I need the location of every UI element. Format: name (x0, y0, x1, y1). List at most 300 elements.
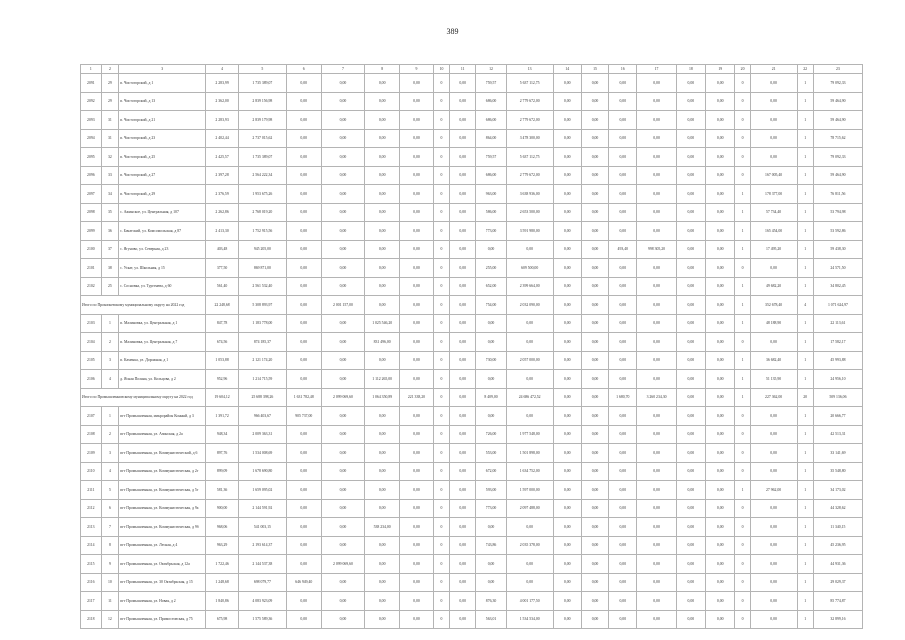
table-cell: 0,00 (321, 333, 365, 352)
table-cell: 0,00 (581, 92, 608, 111)
table-cell: 899,09 (206, 462, 239, 481)
table-row (81, 370, 863, 389)
table-cell: 2 779 672,00 (506, 92, 553, 111)
total-row (81, 388, 863, 407)
table-cell: 0,00 (365, 74, 400, 93)
table-cell: 0,00 (750, 333, 797, 352)
table-row (81, 203, 863, 222)
table-cell: 773,00 (476, 222, 506, 241)
table-row (81, 185, 863, 204)
table-cell: 509 136,06 (813, 388, 862, 407)
table-cell: 1 953 675,26 (238, 185, 286, 204)
table-cell: 686,00 (476, 92, 506, 111)
table-cell: 0,00 (553, 222, 581, 241)
table-cell: 0,00 (581, 203, 608, 222)
table-cell: 0,00 (706, 370, 735, 389)
table-cell: 0,00 (637, 573, 676, 592)
table-cell: 0,00 (637, 407, 676, 426)
table-cell: 646 949,40 (286, 573, 321, 592)
table-cell: 0 (433, 370, 449, 389)
table-cell: 0,00 (450, 610, 476, 629)
table-cell: 0,00 (450, 351, 476, 370)
table-cell: 0,00 (286, 277, 321, 296)
table-cell: 0,00 (609, 351, 637, 370)
table-cell: 698 079,77 (238, 573, 286, 592)
address-cell: п. Малиновка, ул. Центральная, д 7 (119, 333, 206, 352)
table-cell: 0,00 (706, 333, 735, 352)
table-cell: 0,00 (750, 573, 797, 592)
table-cell: 1 (101, 407, 118, 426)
table-cell: 0,00 (706, 592, 735, 611)
table-cell: 0,00 (553, 481, 581, 500)
table-cell: 0,00 (553, 240, 581, 259)
table-cell: 966 403,67 (238, 407, 286, 426)
table-cell: 0,00 (450, 185, 476, 204)
table-cell: 0,00 (609, 481, 637, 500)
table-row (81, 610, 863, 629)
table-cell: 32 899,16 (813, 610, 862, 629)
table-cell: 0,00 (476, 518, 506, 537)
table-cell: 0,00 (676, 92, 705, 111)
table-cell: 0 (735, 462, 750, 481)
table-cell: 0,00 (676, 296, 705, 315)
table-cell: 0 (433, 129, 449, 148)
table-cell: 0,00 (400, 425, 434, 444)
total-label: Итого по Промышленновскому муниципальному округу на 2022 год (81, 388, 206, 407)
table-cell: 45 236,95 (813, 536, 862, 555)
table-cell: 2109 (81, 444, 102, 463)
table-cell: 38 (101, 259, 118, 278)
table-cell: 0,00 (476, 370, 506, 389)
table-cell: 0,00 (450, 462, 476, 481)
table-cell: 0,00 (286, 462, 321, 481)
table-cell: 3 (101, 444, 118, 463)
table-cell: 2 (101, 425, 118, 444)
table-cell: 0,00 (609, 555, 637, 574)
table-cell: 0,00 (637, 555, 676, 574)
table-cell: 864,00 (476, 129, 506, 148)
table-cell: 17 495,20 (750, 240, 797, 259)
table-cell: 0 (735, 259, 750, 278)
table-cell: 1 (797, 610, 813, 629)
table-cell: 35 (101, 203, 118, 222)
column-number: 16 (609, 65, 637, 74)
table-cell: 0,00 (450, 222, 476, 241)
table-cell: 0,00 (506, 333, 553, 352)
table-cell: 0,00 (476, 314, 506, 333)
table-cell: 48 188,90 (750, 314, 797, 333)
table-cell: 2 099 069,60 (321, 388, 365, 407)
table-cell: 0,00 (676, 499, 705, 518)
table-cell: 1 248,68 (206, 573, 239, 592)
table-cell: 0,00 (321, 222, 365, 241)
table-row (81, 277, 863, 296)
address-cell: пгт Промышленная, ул. 30 Октябрьская, д 15 (119, 573, 206, 592)
table-cell: 1 064 350,89 (365, 388, 400, 407)
table-cell: 1 (797, 407, 813, 426)
table-cell: 0,00 (400, 240, 434, 259)
table-cell: 0,00 (321, 499, 365, 518)
table-cell: 0,00 (706, 240, 735, 259)
table-cell: 0 (735, 425, 750, 444)
table-cell: 79 092,33 (813, 148, 862, 167)
table-cell: 2 057 000,00 (506, 351, 553, 370)
column-number: 8 (365, 65, 400, 74)
table-cell: 1 735 389,07 (238, 74, 286, 93)
table-cell: 0,00 (321, 92, 365, 111)
table-cell: 4 (101, 370, 118, 389)
table-cell: 0,00 (321, 462, 365, 481)
table-cell: 897,76 (206, 444, 239, 463)
table-cell: 0,00 (400, 518, 434, 537)
table-cell: 0 (433, 462, 449, 481)
column-number: 14 (553, 65, 581, 74)
table-cell: 0,00 (400, 111, 434, 130)
table-cell: 2096 (81, 166, 102, 185)
table-cell: 0,00 (750, 111, 797, 130)
column-number: 22 (797, 65, 813, 74)
table-cell: 0,00 (450, 148, 476, 167)
table-cell: 0,00 (637, 166, 676, 185)
table-cell: 0,00 (676, 351, 705, 370)
table-cell: 0,00 (286, 481, 321, 500)
table-cell: 1 (797, 277, 813, 296)
table-row (81, 74, 863, 93)
table-cell: 759,57 (476, 74, 506, 93)
table-cell: 0,00 (450, 407, 476, 426)
table-cell: 2117 (81, 592, 102, 611)
header-row (81, 65, 863, 74)
table-cell: 0,00 (637, 203, 676, 222)
column-number: 12 (476, 65, 506, 74)
table-cell: 1 (735, 185, 750, 204)
table-cell: 2116 (81, 573, 102, 592)
table-cell: 2091 (81, 74, 102, 93)
table-cell: 0 (433, 610, 449, 629)
table-cell: 12 (101, 610, 118, 629)
address-cell: п. Каменка, ул. Дорожная, д 1 (119, 351, 206, 370)
table-row (81, 425, 863, 444)
table-cell: 759,57 (476, 148, 506, 167)
table-cell: 0 (433, 296, 449, 315)
table-cell: 0,00 (637, 370, 676, 389)
table-cell: 2106 (81, 370, 102, 389)
table-cell: 1 (797, 351, 813, 370)
table-cell: 0,00 (286, 222, 321, 241)
table-cell: 0,00 (581, 240, 608, 259)
table-cell: 2 653 500,00 (506, 203, 553, 222)
table-cell: 1 (735, 314, 750, 333)
table-cell: 0,00 (637, 333, 676, 352)
column-number: 4 (206, 65, 239, 74)
address-cell: п. Чистогорский, д 23 (119, 129, 206, 148)
table-cell: 0,00 (365, 462, 400, 481)
table-cell: 0 (735, 573, 750, 592)
address-cell: с. Сосновка, ул. Тургенева, д 60 (119, 277, 206, 296)
table-cell: 227 362,00 (750, 388, 797, 407)
table-cell: 1 977 548,00 (506, 425, 553, 444)
table-cell: 1 (735, 481, 750, 500)
table-row (81, 166, 863, 185)
table-cell: 541 003,15 (238, 518, 286, 537)
table-cell: 0,00 (286, 444, 321, 463)
table-cell: 2 413,30 (206, 222, 239, 241)
table-cell: 0,00 (506, 370, 553, 389)
table-cell: 0,00 (400, 277, 434, 296)
table-cell: 0,00 (400, 481, 434, 500)
table-cell: 0,00 (609, 148, 637, 167)
address-cell: с. Ускат, ул. Школьная, д 15 (119, 259, 206, 278)
table-cell: 59 438,30 (813, 240, 862, 259)
table-cell: 2 283,93 (206, 111, 239, 130)
column-number: 1 (81, 65, 102, 74)
table-cell: 0,00 (553, 314, 581, 333)
table-row (81, 407, 863, 426)
table-cell: 29 (101, 92, 118, 111)
table-cell: 0 (735, 499, 750, 518)
table-cell: 963,00 (476, 185, 506, 204)
table-cell: 0,00 (365, 351, 400, 370)
table-cell: 2092 (81, 92, 102, 111)
table-cell: 0,00 (676, 222, 705, 241)
table-cell: 593,00 (476, 481, 506, 500)
table-cell: 1 678 690,80 (238, 462, 286, 481)
table-cell: 2118 (81, 610, 102, 629)
table-cell: 0,00 (637, 92, 676, 111)
table-cell: 1 (797, 333, 813, 352)
table-cell: 0,00 (676, 555, 705, 574)
table-cell: 0,00 (676, 573, 705, 592)
table-cell: 0,00 (476, 240, 506, 259)
table-cell: 0,00 (286, 111, 321, 130)
table-cell: 1 722,46 (206, 555, 239, 574)
table-cell: 0 (735, 536, 750, 555)
table-cell: 53 592,86 (813, 222, 862, 241)
table-cell: 2 779 672,00 (506, 166, 553, 185)
table-cell: 0,00 (400, 610, 434, 629)
table-cell: 0,00 (706, 462, 735, 481)
table-cell: 0,00 (286, 314, 321, 333)
table-cell: 2 779 672,00 (506, 111, 553, 130)
table-cell: 0,00 (609, 296, 637, 315)
table-cell: 0,00 (581, 481, 608, 500)
table-row (81, 129, 863, 148)
table-cell: 0,00 (365, 240, 400, 259)
table-cell: 0,00 (609, 592, 637, 611)
table-cell: 0,00 (637, 351, 676, 370)
table-cell: 2 362,00 (206, 92, 239, 111)
table-cell: 0,00 (400, 185, 434, 204)
table-cell: 0,00 (321, 314, 365, 333)
table-cell: 33 (101, 166, 118, 185)
column-number: 6 (286, 65, 321, 74)
table-cell: 0 (735, 407, 750, 426)
table-cell: 0,00 (706, 277, 735, 296)
table-cell: 0,00 (706, 222, 735, 241)
table-cell: 0,00 (581, 277, 608, 296)
address-cell: пгт Промышленная, ул. Коммунистическая, д 2г (119, 462, 206, 481)
table-cell: 0,00 (676, 388, 705, 407)
table-cell: 1 (797, 573, 813, 592)
table-cell: 1 (735, 222, 750, 241)
table-cell: 35 548,80 (813, 462, 862, 481)
table-cell: 1 534 534,00 (506, 610, 553, 629)
table-cell: 0,00 (400, 166, 434, 185)
table-cell: 0,00 (400, 444, 434, 463)
table-cell: 1 634 752,00 (506, 462, 553, 481)
table-cell: 0,00 (609, 259, 637, 278)
table-cell: 0,00 (506, 518, 553, 537)
table-cell: 0,00 (581, 444, 608, 463)
table-cell: 0,00 (706, 314, 735, 333)
table-cell: 1 112 265,00 (365, 370, 400, 389)
address-cell: п. Чистогорский, д 27 (119, 166, 206, 185)
table-cell: 0,00 (321, 444, 365, 463)
table-cell: 2 032 090,00 (506, 296, 553, 315)
table-cell: 0,00 (400, 499, 434, 518)
table-cell: 0,00 (676, 166, 705, 185)
table-cell: 0,00 (506, 407, 553, 426)
table-cell: 0,00 (450, 166, 476, 185)
table-cell: 2 099 069,60 (321, 555, 365, 574)
table-cell: 0,00 (637, 129, 676, 148)
table-cell: 1 214 715,59 (238, 370, 286, 389)
table-cell: 0,00 (553, 573, 581, 592)
table-cell: 553,00 (476, 444, 506, 463)
table-cell: 0,00 (450, 518, 476, 537)
table-cell: 0 (735, 444, 750, 463)
table-cell: 0,00 (450, 296, 476, 315)
column-number: 23 (813, 65, 862, 74)
table-cell: 874 185,37 (238, 333, 286, 352)
table-cell: 178 377,00 (750, 185, 797, 204)
table-cell: 726,00 (476, 425, 506, 444)
table-cell: 1 (735, 351, 750, 370)
table-row (81, 92, 863, 111)
address-cell: пгт Промышленная, ул. Коммунистическая, д 5г (119, 481, 206, 500)
table-cell: 0,00 (286, 610, 321, 629)
table-cell: 0,00 (609, 610, 637, 629)
table-cell: 7 (101, 518, 118, 537)
table-cell: 0,00 (581, 592, 608, 611)
address-cell: д. Ясная Поляна, ул. Кольцова, д 2 (119, 370, 206, 389)
table-cell: 0,00 (321, 166, 365, 185)
table-cell: 0,00 (321, 129, 365, 148)
table-cell: 0,00 (676, 370, 705, 389)
table-cell: 876,30 (476, 592, 506, 611)
table-cell: 0,00 (365, 92, 400, 111)
table-cell: 0,00 (450, 333, 476, 352)
table-cell: 0,00 (676, 148, 705, 167)
table-cell: 2 097 488,00 (506, 499, 553, 518)
table-row (81, 518, 863, 537)
table-cell: 1 (797, 462, 813, 481)
table-cell: 20 (797, 388, 813, 407)
table-cell: 0,00 (321, 259, 365, 278)
table-cell: 0,00 (581, 610, 608, 629)
table-cell: 0 (433, 407, 449, 426)
table-cell: 0,00 (706, 499, 735, 518)
table-cell: 0 (433, 499, 449, 518)
table-cell: 0,00 (286, 74, 321, 93)
address-cell: п. Чистогорский, д 25 (119, 148, 206, 167)
table-cell: 0 (735, 610, 750, 629)
table-cell: 0,00 (476, 407, 506, 426)
table-cell: 0,00 (400, 370, 434, 389)
table-cell: 0,00 (553, 388, 581, 407)
table-cell: 0 (433, 518, 449, 537)
table-cell: 0,00 (321, 610, 365, 629)
table-cell: 0,00 (676, 462, 705, 481)
table-cell: 1 752 915,56 (238, 222, 286, 241)
table-cell: 0,00 (553, 74, 581, 93)
table-cell: 76 811,56 (813, 185, 862, 204)
table-cell: 0,00 (553, 499, 581, 518)
table-cell: 0,00 (400, 555, 434, 574)
table-cell: 2099 (81, 222, 102, 241)
table-cell: 24 571,50 (813, 259, 862, 278)
table-cell: 0,00 (676, 74, 705, 93)
address-cell: пгт Промышленная, ул. Коммунистическая, д 9б (119, 518, 206, 537)
table-cell: 0,00 (637, 259, 676, 278)
table-cell: 27 962,00 (750, 481, 797, 500)
table-cell: 42 513,31 (813, 425, 862, 444)
table-cell: 2 283,99 (206, 74, 239, 93)
table-row (81, 573, 863, 592)
table-cell: 847,78 (206, 314, 239, 333)
table-cell: 1 (735, 388, 750, 407)
table-cell: 0,00 (321, 518, 365, 537)
table-cell: 2094 (81, 129, 102, 148)
table-cell: 2111 (81, 481, 102, 500)
table-cell: 0,00 (637, 592, 676, 611)
table-cell: 0,00 (581, 259, 608, 278)
table-cell: 0,00 (400, 592, 434, 611)
table-cell: 0,00 (321, 277, 365, 296)
table-cell: 8 (101, 536, 118, 555)
address-cell: с. Ажинское, ул. Центральная, д 107 (119, 203, 206, 222)
table-cell: 0 (433, 425, 449, 444)
address-cell: пгт Промышленная, микрорайон Конный, д 3 (119, 407, 206, 426)
table-cell: 0,00 (676, 592, 705, 611)
table-cell: 2 839 156,98 (238, 92, 286, 111)
total-row (81, 296, 863, 315)
table-cell: 538 234,00 (365, 518, 400, 537)
table-cell: 0 (433, 259, 449, 278)
table-cell: 0,00 (750, 518, 797, 537)
table-cell: 0,00 (706, 573, 735, 592)
table-cell: 0 (433, 148, 449, 167)
table-cell: 10 (101, 573, 118, 592)
table-cell: 0,00 (750, 610, 797, 629)
table-cell: 0,00 (321, 407, 365, 426)
table-cell: 0,00 (706, 148, 735, 167)
data-table (80, 64, 863, 629)
table-cell: 0,00 (400, 74, 434, 93)
table-cell: 29 (101, 74, 118, 93)
table-cell: 1 534 008,69 (238, 444, 286, 463)
table-cell: 0,00 (476, 573, 506, 592)
table-cell: 563,01 (476, 610, 506, 629)
table-cell: 0,00 (450, 481, 476, 500)
table-cell: 0,00 (706, 92, 735, 111)
table-cell: 1 659 095,02 (238, 481, 286, 500)
table-cell: 0,00 (609, 499, 637, 518)
table-cell: 79 092,33 (813, 74, 862, 93)
table-cell: 0,00 (286, 185, 321, 204)
table-cell: 0 (433, 166, 449, 185)
table-cell: 59 464,90 (813, 111, 862, 130)
